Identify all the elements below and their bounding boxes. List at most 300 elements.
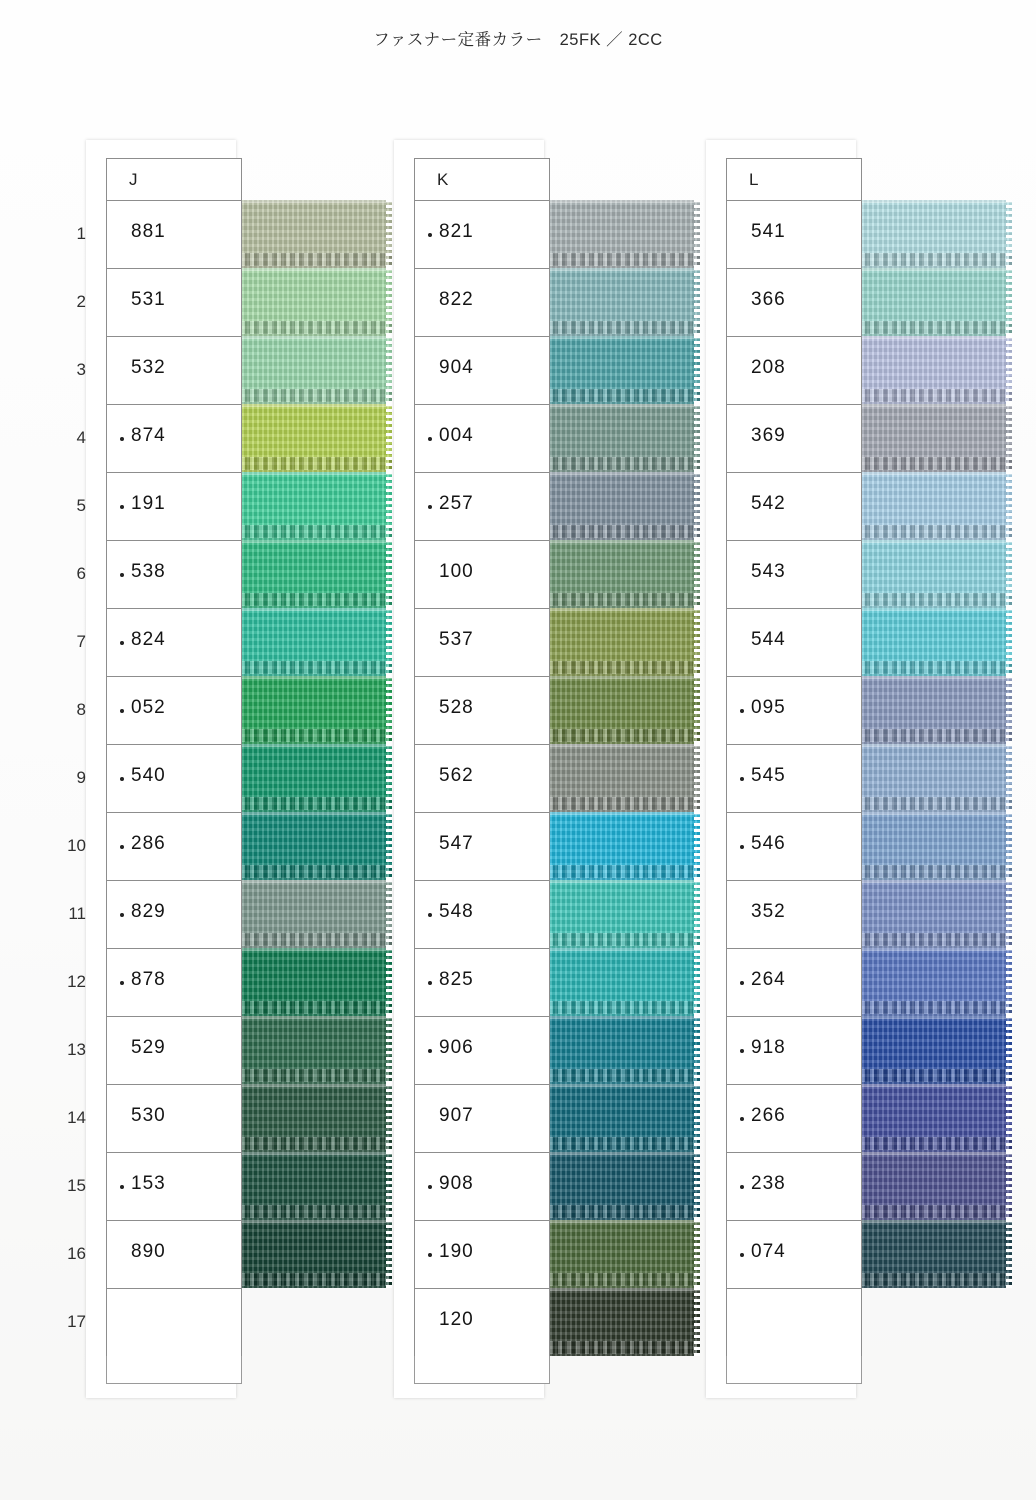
zipper-teeth-texture bbox=[540, 797, 700, 810]
color-code: 286 bbox=[131, 833, 166, 854]
table-row[interactable] bbox=[727, 1289, 861, 1357]
swatch-top-edge bbox=[852, 1220, 1012, 1223]
zipper-teeth-texture bbox=[232, 525, 392, 538]
row-number: 2 bbox=[76, 292, 86, 311]
swatch-top-edge bbox=[540, 1288, 700, 1291]
swatch-top-edge bbox=[852, 608, 1012, 611]
color-swatch bbox=[232, 880, 392, 948]
zipper-teeth-texture bbox=[852, 389, 1012, 402]
color-swatch bbox=[540, 608, 700, 676]
color-code: 878 bbox=[131, 969, 166, 990]
table-row[interactable] bbox=[727, 1153, 861, 1221]
color-code: 542 bbox=[751, 493, 786, 514]
color-swatch bbox=[852, 268, 1012, 336]
bullet-dot-icon bbox=[740, 709, 744, 713]
color-code: 528 bbox=[439, 697, 474, 718]
swatch-ragged-edge bbox=[694, 200, 700, 268]
swatch-ragged-edge bbox=[694, 268, 700, 336]
swatch-top-edge bbox=[852, 948, 1012, 951]
swatch-ragged-edge bbox=[386, 880, 392, 948]
swatch-ragged-edge bbox=[386, 200, 392, 268]
color-swatch bbox=[852, 880, 1012, 948]
swatch-ragged-edge bbox=[694, 472, 700, 540]
color-code: 531 bbox=[131, 289, 166, 310]
table-row[interactable] bbox=[107, 1085, 241, 1153]
color-swatch bbox=[540, 1084, 700, 1152]
zipper-teeth-texture bbox=[852, 661, 1012, 674]
swatch-ragged-edge bbox=[694, 1288, 700, 1356]
zipper-teeth-texture bbox=[232, 865, 392, 878]
zipper-teeth-texture bbox=[540, 661, 700, 674]
table-row[interactable] bbox=[727, 269, 861, 337]
zipper-teeth-texture bbox=[232, 797, 392, 810]
column-letter: J bbox=[129, 170, 138, 189]
swatch-top-edge bbox=[852, 404, 1012, 407]
table-row[interactable] bbox=[107, 745, 241, 813]
swatch-ragged-edge bbox=[1006, 1016, 1012, 1084]
swatch-top-edge bbox=[232, 472, 392, 475]
swatch-top-edge bbox=[852, 744, 1012, 747]
row-number-gutter bbox=[52, 200, 86, 1356]
bullet-dot-icon bbox=[428, 1049, 432, 1053]
color-code: 548 bbox=[439, 901, 474, 922]
color-code: 191 bbox=[131, 493, 166, 514]
color-swatch bbox=[540, 1288, 700, 1356]
swatch-top-edge bbox=[852, 880, 1012, 883]
table-row[interactable] bbox=[415, 813, 549, 881]
swatch-ragged-edge bbox=[1006, 948, 1012, 1016]
swatch-top-edge bbox=[852, 268, 1012, 271]
color-swatch bbox=[232, 472, 392, 540]
zipper-teeth-texture bbox=[232, 389, 392, 402]
color-code: 825 bbox=[439, 969, 474, 990]
zipper-teeth-texture bbox=[540, 1001, 700, 1014]
swatch-ragged-edge bbox=[1006, 1220, 1012, 1288]
table-row[interactable] bbox=[107, 609, 241, 677]
swatch-top-edge bbox=[232, 404, 392, 407]
color-code: 266 bbox=[751, 1105, 786, 1126]
color-swatch bbox=[852, 948, 1012, 1016]
zipper-teeth-texture bbox=[852, 1205, 1012, 1218]
color-code: 907 bbox=[439, 1105, 474, 1126]
table-row[interactable] bbox=[107, 949, 241, 1017]
table-row[interactable] bbox=[415, 677, 549, 745]
color-code: 540 bbox=[131, 765, 166, 786]
bullet-dot-icon bbox=[740, 1049, 744, 1053]
zipper-teeth-texture bbox=[852, 1273, 1012, 1286]
color-swatch bbox=[852, 812, 1012, 880]
zipper-teeth-texture bbox=[232, 1273, 392, 1286]
swatch-top-edge bbox=[540, 336, 700, 339]
color-code: 904 bbox=[439, 357, 474, 378]
swatch-top-edge bbox=[540, 948, 700, 951]
color-swatch bbox=[232, 812, 392, 880]
color-code: 095 bbox=[751, 697, 786, 718]
table-row[interactable] bbox=[107, 1221, 241, 1289]
swatch-top-edge bbox=[852, 676, 1012, 679]
color-swatch bbox=[540, 1220, 700, 1288]
swatch-top-edge bbox=[852, 472, 1012, 475]
table-row[interactable] bbox=[107, 813, 241, 881]
color-code: 257 bbox=[439, 493, 474, 514]
code-table bbox=[726, 200, 862, 1357]
swatch-ragged-edge bbox=[694, 676, 700, 744]
bullet-dot-icon bbox=[428, 437, 432, 441]
swatch-ragged-edge bbox=[386, 268, 392, 336]
row-number: 8 bbox=[76, 700, 86, 719]
color-code: 546 bbox=[751, 833, 786, 854]
color-code: 829 bbox=[131, 901, 166, 922]
swatch-ragged-edge bbox=[386, 608, 392, 676]
color-swatch bbox=[232, 404, 392, 472]
swatch-ragged-edge bbox=[694, 1220, 700, 1288]
table-row[interactable] bbox=[107, 1153, 241, 1221]
color-swatch bbox=[232, 948, 392, 1016]
table-row[interactable] bbox=[415, 473, 549, 541]
color-swatch bbox=[540, 540, 700, 608]
swatch-ragged-edge bbox=[386, 404, 392, 472]
swatch-top-edge bbox=[232, 268, 392, 271]
zipper-teeth-texture bbox=[232, 1069, 392, 1082]
color-swatch bbox=[540, 880, 700, 948]
color-code: 052 bbox=[131, 697, 166, 718]
swatch-ragged-edge bbox=[694, 744, 700, 812]
row-number: 4 bbox=[76, 428, 86, 447]
color-code: 824 bbox=[131, 629, 166, 650]
color-swatch bbox=[852, 1152, 1012, 1220]
table-row[interactable] bbox=[727, 337, 861, 405]
color-swatch bbox=[232, 1220, 392, 1288]
zipper-teeth-texture bbox=[540, 1205, 700, 1218]
table-row[interactable] bbox=[415, 1221, 549, 1289]
swatch-bottom-edge bbox=[232, 1286, 392, 1288]
color-swatch bbox=[852, 336, 1012, 404]
swatch-top-edge bbox=[232, 1016, 392, 1019]
swatch-ragged-edge bbox=[386, 744, 392, 812]
bullet-dot-icon bbox=[740, 845, 744, 849]
swatch-ragged-edge bbox=[694, 1016, 700, 1084]
column-header-cell bbox=[106, 158, 242, 200]
row-number: 6 bbox=[76, 564, 86, 583]
color-swatch bbox=[540, 1016, 700, 1084]
row-number: 12 bbox=[67, 972, 86, 991]
swatch-top-edge bbox=[852, 1152, 1012, 1155]
color-swatch bbox=[852, 472, 1012, 540]
bullet-dot-icon bbox=[740, 777, 744, 781]
table-row[interactable] bbox=[415, 201, 549, 269]
swatch-top-edge bbox=[852, 540, 1012, 543]
table-row[interactable] bbox=[107, 269, 241, 337]
color-swatch bbox=[232, 1152, 392, 1220]
swatch-ragged-edge bbox=[694, 1084, 700, 1152]
color-code: 208 bbox=[751, 357, 786, 378]
swatch-ragged-edge bbox=[1006, 336, 1012, 404]
color-code: 366 bbox=[751, 289, 786, 310]
zipper-teeth-texture bbox=[232, 593, 392, 606]
color-code: 562 bbox=[439, 765, 474, 786]
table-row[interactable] bbox=[415, 1085, 549, 1153]
swatch-ragged-edge bbox=[386, 540, 392, 608]
zipper-teeth-texture bbox=[232, 253, 392, 266]
color-swatch bbox=[540, 744, 700, 812]
swatch-top-edge bbox=[540, 1016, 700, 1019]
swatch-ragged-edge bbox=[1006, 812, 1012, 880]
table-row[interactable] bbox=[415, 1289, 549, 1357]
table-row[interactable] bbox=[107, 201, 241, 269]
bullet-dot-icon bbox=[120, 573, 124, 577]
color-code: 881 bbox=[131, 221, 166, 242]
color-code: 238 bbox=[751, 1173, 786, 1194]
color-code: 352 bbox=[751, 901, 786, 922]
zipper-teeth-texture bbox=[540, 729, 700, 742]
table-row[interactable] bbox=[107, 677, 241, 745]
color-swatch bbox=[852, 540, 1012, 608]
swatch-ragged-edge bbox=[694, 948, 700, 1016]
table-row[interactable] bbox=[727, 201, 861, 269]
table-row[interactable] bbox=[727, 1017, 861, 1085]
swatch-top-edge bbox=[540, 1220, 700, 1223]
zipper-teeth-texture bbox=[540, 457, 700, 470]
swatch-top-edge bbox=[540, 404, 700, 407]
table-row[interactable] bbox=[415, 745, 549, 813]
swatch-top-edge bbox=[540, 744, 700, 747]
swatch-ragged-edge bbox=[1006, 200, 1012, 268]
zipper-teeth-texture bbox=[540, 389, 700, 402]
color-code: 120 bbox=[439, 1309, 474, 1330]
color-swatch bbox=[232, 540, 392, 608]
color-swatch bbox=[852, 744, 1012, 812]
row-number: 15 bbox=[67, 1176, 86, 1195]
swatch-top-edge bbox=[232, 608, 392, 611]
table-row[interactable] bbox=[727, 745, 861, 813]
swatch-top-edge bbox=[540, 540, 700, 543]
swatch-top-edge bbox=[232, 336, 392, 339]
swatch-ragged-edge bbox=[1006, 404, 1012, 472]
color-swatch bbox=[232, 676, 392, 744]
table-row[interactable] bbox=[415, 1153, 549, 1221]
swatch-ragged-edge bbox=[694, 1152, 700, 1220]
color-code: 906 bbox=[439, 1037, 474, 1058]
table-row[interactable] bbox=[727, 949, 861, 1017]
swatch-ragged-edge bbox=[1006, 268, 1012, 336]
zipper-teeth-texture bbox=[852, 797, 1012, 810]
swatch-strip bbox=[852, 200, 1012, 1356]
swatch-top-edge bbox=[540, 268, 700, 271]
table-row[interactable] bbox=[727, 813, 861, 881]
color-code: 190 bbox=[439, 1241, 474, 1262]
swatch-ragged-edge bbox=[386, 812, 392, 880]
color-swatch bbox=[540, 948, 700, 1016]
color-code: 918 bbox=[751, 1037, 786, 1058]
swatch-top-edge bbox=[232, 200, 392, 203]
swatch-ragged-edge bbox=[694, 336, 700, 404]
zipper-teeth-texture bbox=[540, 321, 700, 334]
swatch-top-edge bbox=[852, 336, 1012, 339]
zipper-teeth-texture bbox=[232, 321, 392, 334]
swatch-top-edge bbox=[232, 540, 392, 543]
color-swatch bbox=[232, 608, 392, 676]
color-code: 821 bbox=[439, 221, 474, 242]
zipper-teeth-texture bbox=[540, 253, 700, 266]
table-row[interactable] bbox=[727, 881, 861, 949]
zipper-teeth-texture bbox=[232, 729, 392, 742]
color-code: 100 bbox=[439, 561, 474, 582]
table-row[interactable] bbox=[415, 1017, 549, 1085]
column-header-cell bbox=[414, 158, 550, 200]
zipper-teeth-texture bbox=[852, 593, 1012, 606]
column-letter: L bbox=[749, 170, 759, 189]
color-code: 545 bbox=[751, 765, 786, 786]
color-code: 530 bbox=[131, 1105, 166, 1126]
swatch-ragged-edge bbox=[386, 676, 392, 744]
table-row[interactable] bbox=[415, 541, 549, 609]
swatch-ragged-edge bbox=[694, 404, 700, 472]
table-row[interactable] bbox=[727, 1221, 861, 1289]
color-code: 543 bbox=[751, 561, 786, 582]
table-row[interactable] bbox=[107, 881, 241, 949]
swatch-top-edge bbox=[852, 812, 1012, 815]
bullet-dot-icon bbox=[120, 641, 124, 645]
zipper-teeth-texture bbox=[540, 1137, 700, 1150]
row-number: 11 bbox=[68, 904, 86, 923]
row-number: 5 bbox=[76, 496, 86, 515]
color-swatch bbox=[540, 472, 700, 540]
swatch-top-edge bbox=[232, 1220, 392, 1223]
color-code: 074 bbox=[751, 1241, 786, 1262]
swatch-ragged-edge bbox=[1006, 676, 1012, 744]
swatch-ragged-edge bbox=[1006, 472, 1012, 540]
bullet-dot-icon bbox=[120, 777, 124, 781]
color-swatch bbox=[232, 1016, 392, 1084]
column-header-cell bbox=[726, 158, 862, 200]
bullet-dot-icon bbox=[428, 233, 432, 237]
color-code: 532 bbox=[131, 357, 166, 378]
table-row[interactable] bbox=[107, 1289, 241, 1357]
zipper-teeth-texture bbox=[852, 1137, 1012, 1150]
zipper-teeth-texture bbox=[540, 525, 700, 538]
table-row[interactable] bbox=[107, 541, 241, 609]
swatch-top-edge bbox=[540, 1152, 700, 1155]
bullet-dot-icon bbox=[120, 437, 124, 441]
zipper-teeth-texture bbox=[232, 1205, 392, 1218]
zipper-teeth-texture bbox=[232, 457, 392, 470]
swatch-ragged-edge bbox=[386, 1220, 392, 1288]
bullet-dot-icon bbox=[120, 709, 124, 713]
color-code: 537 bbox=[439, 629, 474, 650]
table-row[interactable] bbox=[727, 609, 861, 677]
color-code: 264 bbox=[751, 969, 786, 990]
color-swatch bbox=[540, 268, 700, 336]
swatch-ragged-edge bbox=[386, 472, 392, 540]
table-row[interactable] bbox=[415, 881, 549, 949]
swatch-top-edge bbox=[232, 880, 392, 883]
page-title: ファスナー定番カラー 25FK ／ 2CC bbox=[373, 31, 663, 49]
table-row[interactable] bbox=[727, 1085, 861, 1153]
color-code: 541 bbox=[751, 221, 786, 242]
bullet-dot-icon bbox=[740, 981, 744, 985]
color-code: 890 bbox=[131, 1241, 166, 1262]
bullet-dot-icon bbox=[120, 845, 124, 849]
color-swatch bbox=[852, 676, 1012, 744]
zipper-teeth-texture bbox=[852, 1001, 1012, 1014]
table-row[interactable] bbox=[415, 269, 549, 337]
swatch-ragged-edge bbox=[386, 1152, 392, 1220]
strip-bottom-tab bbox=[106, 1356, 242, 1384]
swatch-strip bbox=[540, 200, 700, 1356]
code-table bbox=[414, 200, 550, 1357]
zipper-teeth-texture bbox=[852, 457, 1012, 470]
color-swatch bbox=[232, 268, 392, 336]
bullet-dot-icon bbox=[120, 505, 124, 509]
table-row[interactable] bbox=[107, 405, 241, 473]
swatch-ragged-edge bbox=[694, 540, 700, 608]
strip-bottom-tab bbox=[726, 1356, 862, 1384]
color-code: 538 bbox=[131, 561, 166, 582]
row-number: 10 bbox=[67, 836, 86, 855]
swatch-ragged-edge bbox=[694, 608, 700, 676]
row-number: 16 bbox=[67, 1244, 86, 1263]
row-number: 7 bbox=[76, 632, 86, 651]
color-code: 822 bbox=[439, 289, 474, 310]
column-letter: K bbox=[437, 170, 449, 189]
swatch-ragged-edge bbox=[1006, 608, 1012, 676]
row-number: 1 bbox=[76, 224, 86, 243]
zipper-teeth-texture bbox=[852, 729, 1012, 742]
color-swatch bbox=[852, 200, 1012, 268]
table-row[interactable] bbox=[415, 337, 549, 405]
color-swatch bbox=[852, 608, 1012, 676]
row-number: 14 bbox=[67, 1108, 86, 1127]
row-number: 3 bbox=[76, 360, 86, 379]
bullet-dot-icon bbox=[120, 913, 124, 917]
color-swatch bbox=[232, 200, 392, 268]
swatch-ragged-edge bbox=[694, 812, 700, 880]
color-swatch bbox=[540, 336, 700, 404]
table-row[interactable] bbox=[107, 473, 241, 541]
table-row[interactable] bbox=[415, 405, 549, 473]
row-number: 9 bbox=[76, 768, 86, 787]
color-code: 547 bbox=[439, 833, 474, 854]
table-row[interactable] bbox=[107, 337, 241, 405]
swatch-ragged-edge bbox=[1006, 880, 1012, 948]
swatch-top-edge bbox=[540, 676, 700, 679]
zipper-teeth-texture bbox=[540, 865, 700, 878]
swatch-bottom-edge bbox=[852, 1286, 1012, 1288]
color-swatch bbox=[852, 404, 1012, 472]
row-number: 13 bbox=[67, 1040, 86, 1059]
zipper-teeth-texture bbox=[232, 1137, 392, 1150]
table-row[interactable] bbox=[727, 473, 861, 541]
color-swatch bbox=[852, 1016, 1012, 1084]
table-row[interactable] bbox=[727, 405, 861, 473]
table-row[interactable] bbox=[727, 677, 861, 745]
bullet-dot-icon bbox=[120, 1185, 124, 1189]
swatch-ragged-edge bbox=[386, 1084, 392, 1152]
table-row[interactable] bbox=[727, 541, 861, 609]
table-row[interactable] bbox=[107, 1017, 241, 1085]
table-row[interactable] bbox=[415, 609, 549, 677]
swatch-top-edge bbox=[232, 676, 392, 679]
color-code: 004 bbox=[439, 425, 474, 446]
zipper-teeth-texture bbox=[540, 593, 700, 606]
zipper-teeth-texture bbox=[540, 1069, 700, 1082]
zipper-teeth-texture bbox=[852, 865, 1012, 878]
bullet-dot-icon bbox=[428, 981, 432, 985]
swatch-top-edge bbox=[540, 880, 700, 883]
bullet-dot-icon bbox=[740, 1253, 744, 1257]
table-row[interactable] bbox=[415, 949, 549, 1017]
swatch-top-edge bbox=[232, 1084, 392, 1087]
